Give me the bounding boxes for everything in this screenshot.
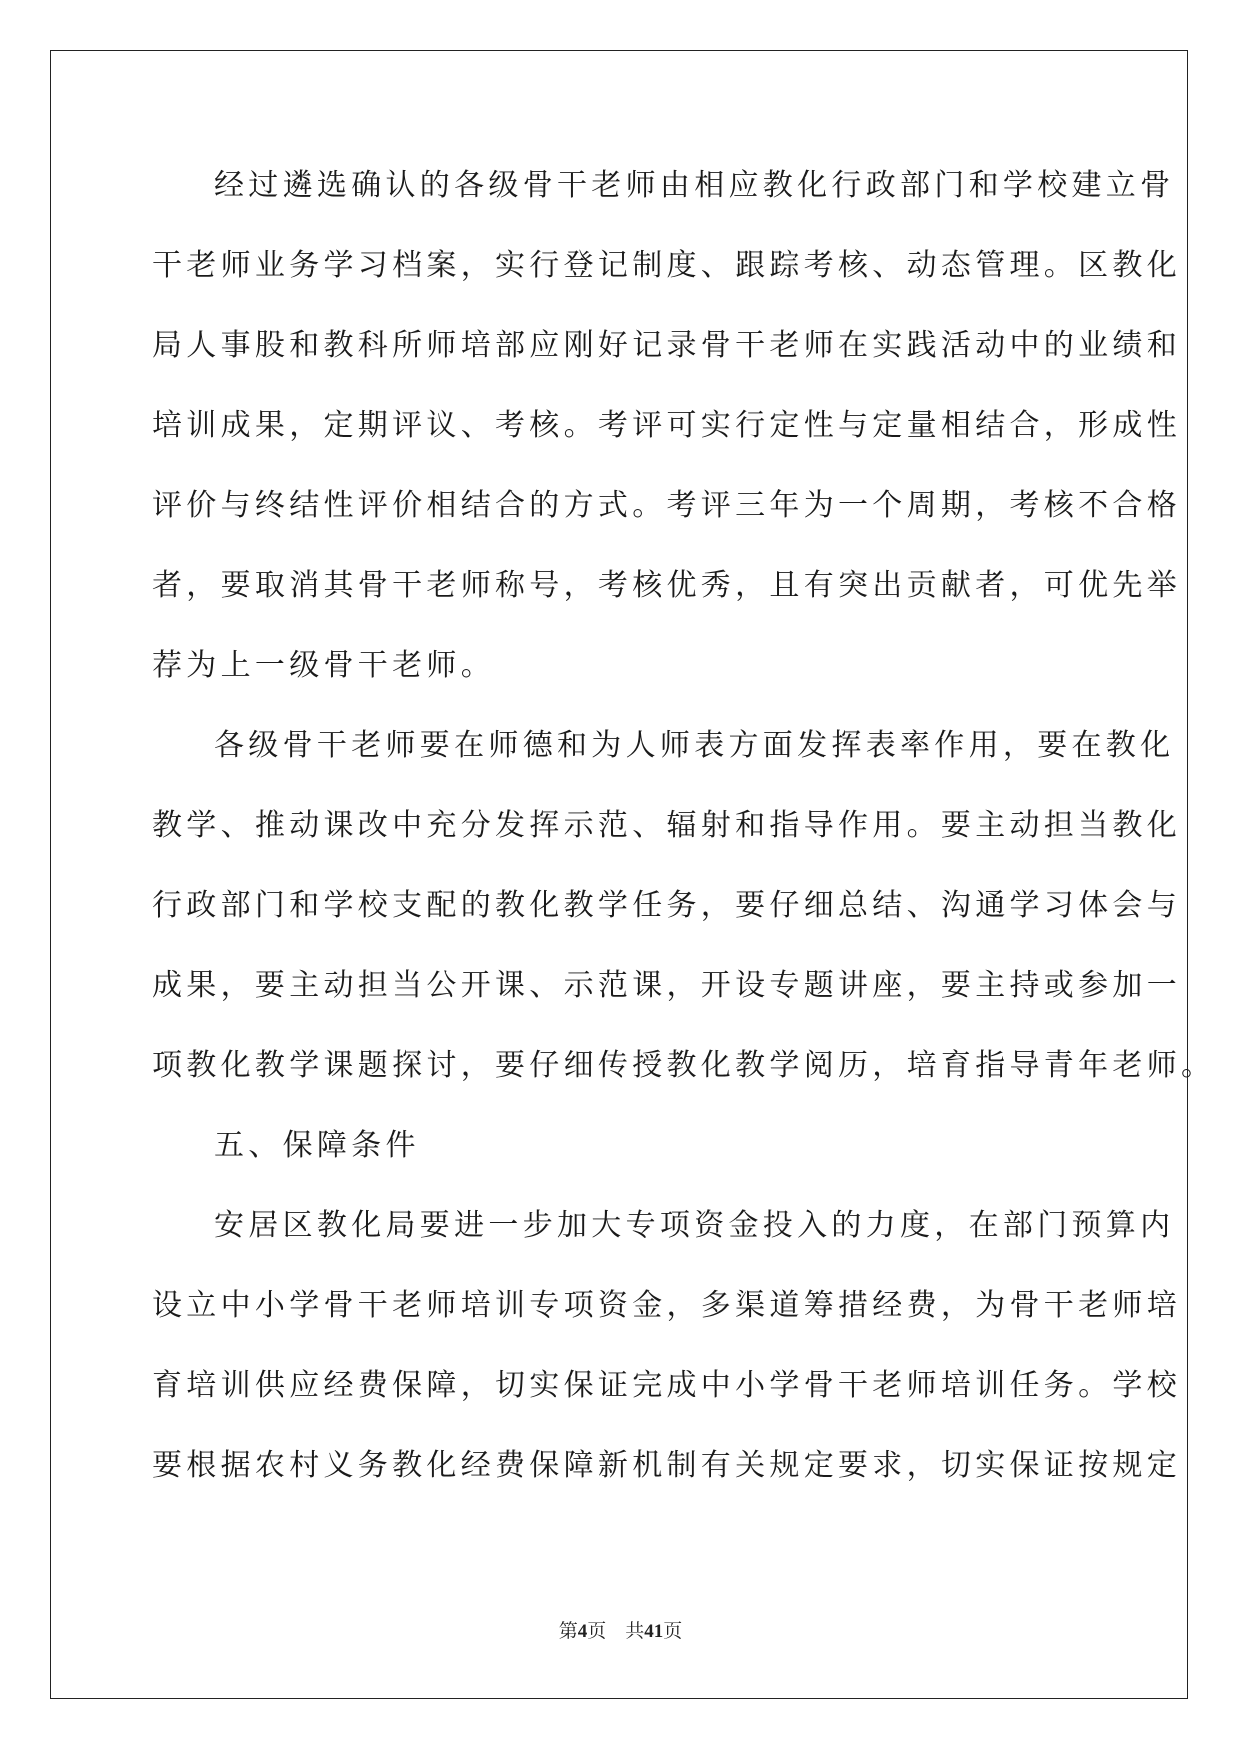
text-line: 局人事股和教科所师培部应刚好记录骨干老师在实践活动中的业绩和 bbox=[152, 328, 1181, 363]
text-line: 项教化教学课题探讨，要仔细传授教化教学阅历，培育指导青年老师。 bbox=[152, 1048, 1216, 1083]
text-line: 评价与终结性评价相结合的方式。考评三年为一个周期，考核不合格 bbox=[152, 488, 1181, 523]
text-line: 育培训供应经费保障，切实保证完成中小学骨干老师培训任务。学校 bbox=[152, 1368, 1181, 1403]
text-line: 干老师业务学习档案，实行登记制度、跟踪考核、动态管理。区教化 bbox=[152, 248, 1181, 283]
text-line: 要根据农村义务教化经费保障新机制有关规定要求，切实保证按规定 bbox=[152, 1448, 1181, 1483]
page-footer bbox=[0, 1616, 1241, 1643]
text-line: 荐为上一级骨干老师。 bbox=[152, 648, 495, 683]
footer-page-suffix: 页 bbox=[587, 1621, 607, 1642]
section-heading: 五、保障条件 bbox=[214, 1128, 420, 1163]
text-line: 者，要取消其骨干老师称号，考核优秀，且有突出贡献者，可优先举 bbox=[152, 568, 1181, 603]
footer-total-suffix: 页 bbox=[663, 1621, 683, 1642]
text-line: 成果，要主动担当公开课、示范课，开设专题讲座，要主持或参加一 bbox=[152, 968, 1181, 1003]
text-line: 教学、推动课改中充分发挥示范、辐射和指导作用。要主动担当教化 bbox=[152, 808, 1181, 843]
text-line: 经过遴选确认的各级骨干老师由相应教化行政部门和学校建立骨 bbox=[214, 168, 1175, 203]
text-line: 行政部门和学校支配的教化教学任务，要仔细总结、沟通学习体会与 bbox=[152, 888, 1181, 923]
document-body bbox=[152, 160, 1216, 1520]
text-line: 培训成果，定期评议、考核。考评可实行定性与定量相结合，形成性 bbox=[152, 408, 1181, 443]
total-pages: 41 bbox=[644, 1621, 664, 1642]
footer-prefix: 第 bbox=[558, 1621, 578, 1642]
text-line: 安居区教化局要进一步加大专项资金投入的力度，在部门预算内 bbox=[214, 1208, 1175, 1243]
footer-total-prefix: 共 bbox=[625, 1621, 645, 1642]
page-number: 4 bbox=[577, 1621, 588, 1642]
text-line: 各级骨干老师要在师德和为人师表方面发挥表率作用，要在教化 bbox=[214, 728, 1175, 763]
text-line: 设立中小学骨干老师培训专项资金，多渠道筹措经费，为骨干老师培 bbox=[152, 1288, 1181, 1323]
